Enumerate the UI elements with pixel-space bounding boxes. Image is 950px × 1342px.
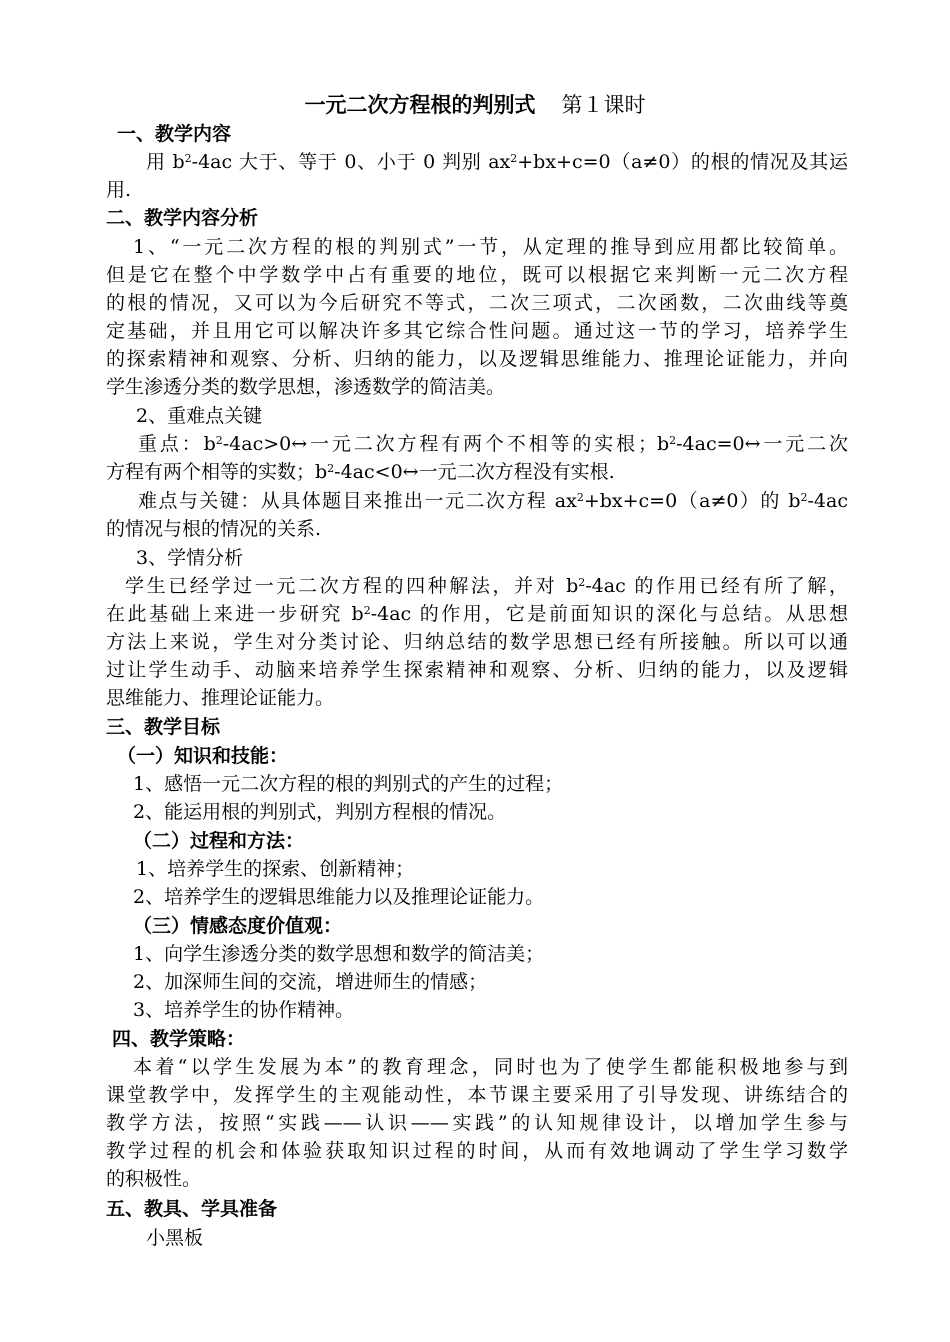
s2-p3-line-1 (125, 573, 848, 599)
s1-line-1 (146, 149, 848, 175)
superscript: 2 (510, 152, 518, 165)
key-text-c: -4ac=0↔一元二次 (676, 433, 848, 455)
p3-text-d: -4ac 的作用，它是前面知识的深化与总结。从思想 (370, 603, 848, 625)
diff-text-a: 难点与关键：从具体题目来推出一元二次方程 ax (138, 490, 577, 512)
s2-key-line-1 (138, 431, 848, 457)
title-lesson: 第１课时 (561, 93, 646, 117)
section-heading-4: 四、教学策略： (112, 1028, 246, 1050)
section-heading-5: 五、教具、学具准备 (106, 1198, 278, 1220)
superscript: 2 (800, 491, 808, 504)
s4-line-3: 教学方法，按照“实践——认识——实践”的认知规律设计，以增加学生参与 (106, 1112, 848, 1134)
superscript: 2 (576, 491, 584, 504)
s2-key-line-2 (106, 459, 848, 485)
s2-p3-line-2 (106, 601, 848, 627)
s2-p1-line-6: 学生渗透分类的数学思想，渗透数学的简洁美。 (106, 376, 506, 398)
goal-3-3: 3、培养学生的协作精神。 (133, 999, 355, 1021)
diff-text-b: +bx+c=0（a≠0）的 b (583, 490, 801, 512)
page-title (0, 92, 950, 118)
goal-1-2: 2、能运用根的判别式，判别方程根的情况。 (133, 801, 507, 823)
p3-text-c: 在此基础上来进一步研究 b (106, 603, 364, 625)
s4-line-5: 的积极性。 (106, 1168, 202, 1190)
s2-p3-line-5: 思维能力、推理论证能力。 (106, 687, 335, 709)
title-main: 一元二次方程根的判别式 (304, 93, 536, 117)
s2-diff-line-2: 的情况与根的情况的关系. (106, 518, 322, 540)
goal-group-2-title: （二）过程和方法： (133, 830, 305, 852)
s2-p1-line-5: 的探索精神和观察、分析、归纳的能力，以及逻辑思维能力、推理论证能力，并向 (106, 348, 848, 370)
s4-line-2: 课堂教学中，发挥学生的主观能动性，本节课主要采用了引导发现、讲练结合的 (106, 1084, 848, 1106)
goal-3-2: 2、加深师生间的交流，增进师生的情感； (133, 971, 488, 993)
s1-text-a: 用 b (146, 151, 185, 173)
s2-p1-line-4: 定基础，并且用它可以解决许多其它综合性问题。通过这一节的学习，培养学生 (106, 320, 848, 342)
diff-text-c: -4ac (807, 490, 848, 512)
superscript: 2 (327, 462, 335, 475)
section-heading-1: 一、教学内容 (117, 123, 232, 145)
superscript: 2 (184, 152, 192, 165)
s2-p1-line-3: 的根的情况，又可以为今后研究不等式，二次三项式，二次函数，二次曲线等奠 (106, 292, 848, 314)
s2-subheading-3: 3、学情分析 (136, 547, 244, 569)
s2-p1-line-2: 但是它在整个中学数学中占有重要的地位，既可以根据它来判断一元二次方程 (106, 264, 848, 286)
key-text-e: -4ac<0↔一元二次方程没有实根. (334, 461, 615, 483)
section-heading-3: 三、教学目标 (106, 716, 221, 738)
s5-text: 小黑板 (146, 1227, 204, 1249)
superscript: 2 (215, 434, 223, 447)
s2-p1-line-1: 1、“一元二次方程的根的判别式”一节，从定理的推导到应用都比较简单。 (133, 236, 848, 258)
goal-1-1: 1、感悟一元二次方程的根的判别式的产生的过程； (133, 773, 564, 795)
superscript: 2 (363, 604, 371, 617)
superscript: 2 (669, 434, 677, 447)
goal-2-2: 2、培养学生的逻辑思维能力以及推理论证能力。 (133, 886, 545, 908)
s4-line-4: 教学过程的机会和体验获取知识过程的时间，从而有效地调动了学生学习数学 (106, 1140, 848, 1162)
s4-line-1: 本着“以学生发展为本”的教育理念，同时也为了使学生都能积极地参与到 (133, 1056, 848, 1078)
s2-diff-line-1 (138, 488, 848, 514)
p3-text-b: -4ac 的作用已经有所了解， (585, 575, 848, 597)
goal-2-1: 1、培养学生的探索、创新精神； (136, 858, 415, 880)
key-text-a: 重点：b (138, 433, 216, 455)
s1-line-2: 用. (106, 179, 132, 201)
superscript: 2 (578, 576, 586, 589)
s2-subheading-2: 2、重难点关键 (136, 405, 263, 427)
s2-p3-line-3: 方法上来说，学生对分类讨论、归纳总结的数学思想已经有所接触。所以可以通 (106, 631, 848, 653)
s1-text-b: -4ac 大于、等于 0、小于 0 判别 ax (191, 151, 511, 173)
p3-text-a: 学生已经学过一元二次方程的四种解法，并对 b (125, 575, 579, 597)
s1-text-c: +bx+c=0（a≠0）的根的情况及其运 (517, 151, 848, 173)
s2-p3-line-4: 过让学生动手、动脑来培养学生探索精神和观察、分析、归纳的能力，以及逻辑 (106, 659, 848, 681)
goal-3-1: 1、向学生渗透分类的数学思想和数学的简洁美； (133, 943, 545, 965)
section-heading-2: 二、教学内容分析 (106, 207, 259, 229)
key-text-d: 方程有两个相等的实数；b (106, 461, 328, 483)
goal-group-3-title: （三）情感态度价值观： (133, 915, 343, 937)
goal-group-1-title: （一）知识和技能： (117, 745, 289, 767)
key-text-b: -4ac>0↔一元二次方程有两个不相等的实根；b (222, 433, 670, 455)
